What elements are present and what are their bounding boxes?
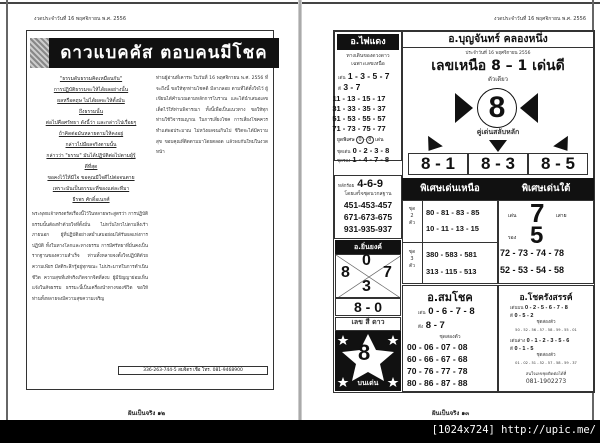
intro-line: ดีที่สุด <box>84 164 98 170</box>
somchok-main-label: เด่น <box>418 310 426 315</box>
boonchan-title: อ.บุญจันทร์ คลองหนึ่ง <box>402 31 594 48</box>
intro-line: ธีรพร ศักดิ์อเนกศ์ <box>72 197 110 203</box>
top-label: เด่นบน <box>510 305 524 310</box>
south-main-number: 7 <box>530 198 545 228</box>
set2-label: ชุดรอง <box>337 158 351 163</box>
article-body-col2: ท่านผู้อ่านที่เคารพ ในวันที่ 16 พฤศจิกายน พ.ศ. 2556 ที่จะถึงนี้ ขอให้ทุกท่านโชคดี มีลาภลอย ตามที่ได้ตั้งใจไว้ ผู้เขียนได้คำนวณตามหลักการโบราณ และได้นำเสนอเลขเด็ดไว้ให้ท่านพิจารณา ทั้งนี้เพื่อเป็นแนวทาง ขอให้ทุกท่านใช้วิจารณญาณ ในการเสี่ยงโชค การเสี่ยงโชคควรทำแต่พอประมาณ ไม่หวังผลจนเกินไป ชีวิตจะได้มีความสุข ขอบคุณที่ติดตามมาโดยตลอด แล้วพบกันใหม่ในงวดหน้า <box>156 76 268 156</box>
phaidaeng-sub1: ทางเดินของดวงดาว <box>346 53 390 59</box>
somchok-row: 80 - 86 - 87 - 88 <box>407 378 468 388</box>
three-digit-label: หลักร้อย <box>338 183 355 188</box>
label-part: ตัว <box>408 263 416 269</box>
yinyong-right: 7 <box>383 264 392 281</box>
phaidaeng-set1: 0 - 2 - 3 - 8 <box>352 146 390 155</box>
chok-bottom-set: 01 - 02 - 51 - 52 - 57 - 58 - 59 - 37 <box>515 361 577 365</box>
somchok-row: 60 - 66 - 67 - 68 <box>407 354 468 364</box>
intro-line: กล่าวไปมีผลจริงตามนั้น <box>65 142 117 148</box>
left-page-footer: ฝันเป็นจริง ๑๒ <box>128 410 166 417</box>
intro-line: การปฏิบัติธรรมจะให้ได้ผลอย่างนั้น <box>53 87 129 93</box>
south-row: 72 - 73 - 74 - 78 <box>500 248 565 258</box>
three-digit-set-label <box>403 249 421 270</box>
pointer-right-icon <box>455 93 473 123</box>
image-host-watermark: [1024x724] http://upic.me/ <box>431 424 596 436</box>
three-digit-row: 451-453-457 <box>343 200 393 210</box>
bottom-set-label: ชุดสองตัว <box>536 353 556 358</box>
page-spine <box>298 0 302 420</box>
somchok-main: 0 - 6 - 7 - 8 <box>428 306 475 317</box>
intro-line: ขอคงไว้ให้มีใจ ขอคุณมีใจดีไปต่อจนตาย <box>47 175 135 181</box>
phaidaeng-row: 71 - 73 - 75 - 77 <box>332 124 386 133</box>
star-number: 8 <box>358 340 371 365</box>
north-two-row: 10 - 11 - 13 - 15 <box>426 224 479 233</box>
yinyong-bottom: 3 <box>362 278 371 295</box>
boonchan-headline: เลขเหนือ 8 – 1 เด่นดี <box>431 58 565 74</box>
top-set-label: ชุดสองตัว <box>536 320 556 325</box>
chok-bottom-tie: 0 - 1 - 5 <box>514 346 534 352</box>
south-second-number: 5 <box>530 222 544 249</box>
roots-label: ยูดพิเศษ <box>337 137 355 143</box>
article-body-col1: พระพุทธเจ้าทรงตรัสเรื่องนี้ไว้ในหลายพระสูตรว่า การปฏิบัติธรรมนั้นต้องทำด้วยใจที่ตั้งมั่น ไม่หวั่นไหวไปตามสิ่งเร้าภายนอก ผู้ที่ปฏิบัติอย่างสม่ำเสมอย่อมได้รับผลแห่งการปฏิบัติ ทั้งในทางโลกและทางธรรม การมีศรัทธาที่มั่นคงเป็นรากฐานของความสำเร็จ ท่านทั้งหลายจงตั้งใจปฏิบัติด้วยความเพียร มีสติระลึกรู้อยู่ทุกขณะ ไม่ประมาทในการดำเนินชีวิต ความสุขที่แท้จริงเกิดจากจิตที่สงบ ผู้มีปัญญาย่อมเห็นแจ้งในสัจธรรม ธรรมะนี้เป็นเครื่องนำทางของชีวิต ขอให้ท่านทั้งหลายจงมีความสุขความเจริญ <box>32 212 148 302</box>
special-north-title: พิเศษเด่นเหนือ <box>402 178 498 200</box>
somchok-tie: 8 - 7 <box>425 320 445 331</box>
south-second-label: รอง <box>508 235 517 241</box>
pair-box: 8 - 3 <box>468 153 528 175</box>
intro-line: ถึงธรรมนั้น <box>78 109 104 115</box>
left-page-edge <box>6 0 8 420</box>
newspaper-spread: งวดประจำวันที่ 16 พฤศจิกายน พ.ศ. 2556 ดาวแบคคัส ตอบคนมีโชค "ธรรมดับธรรมคิดเหมือนกัน" การปฏิบัติธรรมจะให้ได้ผลอย่างนั้น ผลหรือคฤษ ไม่ได้ผลจะให้ตั้งมั่น ถึงธรรมนั้น ต่อไปคือศรัทธา ดังนี้ว่า และกล่าวไปเรื่อยๆ ถ้าคิดต่อมันหลายตามให้คงอยู่ กล่าวไปมีผลจริงตามนั้น กล่าวว่า "ธรรม" มันได้ปฏิบัติต่อไปตามผู้รู้ ดีที่สุด ขอคงไว้ให้มีใจ ขอคุณมีใจดีไปต่อจนตาย เพราะมันเป็นธรรมะที่ของแต่ละทีมา ธีรพร ศักดิ์อเนกศ์ พระพุทธเจ้าทรงตรัสเรื่องนี้ไว้ในหลายพระสูตรว่า การปฏิบัติธรรมนั้นต้องทำด้วยใจที่ตั้งมั่น ไม่หวั่นไหวไปตามสิ่งเร้าภายนอก ผู้ที่ปฏิบัติอย่างสม่ำเสมอย่อมได้รับผลแห่งการปฏิบัติ ทั้งในทางโลกและทางธรรม การมีศรัทธาที่มั่นคงเป็นรากฐานของความสำเร็จ ท่านทั้งหลายจงตั้งใจปฏิบัติด้วยความเพียร มีสติระลึกรู้อยู่ทุกขณะ ไม่ประมาทในการดำเนินชีวิต ความสุขที่แท้จริงเกิดจากจิตที่สงบ ผู้มีปัญญาย่อมเห็นแจ้งในสัจธรรม ธรรมะนี้เป็นเครื่องนำทางของชีวิต ขอให้ท่านทั้งหลายจงมีความสุขความเจริญ ท่านผู้อ่านที่เคารพ ในวันที่ 16 พฤศจิกายน พ.ศ. 2556 ที่จะถึงนี้ ขอให้ทุกท่านโชคดี มีลาภลอย ตามที่ได้ตั้งใจไว้ ผู้เขียนได้คำนวณตามหลักการโบราณ และได้นำเสนอเลขเด็ดไว้ให้ท่านพิจารณา ทั้งนี้เพื่อเป็นแนวทาง ขอให้ทุกท่านใช้วิจารณญาณ ในการเสี่ยงโชค การเสี่ยงโชคควรทำแต่พอประมาณ ไม่หวังผลจนเกินไป ชีวิตจะได้มีความสุข ขอบคุณที่ติดตามมาโดยตลอด แล้วพบกันใหม่ในงวดหน้า 336-263-744-5 สมจิตร เชื่อ โทร. 081-9468900 ฝันเป็นจริง ๑๒ งวดประจำวันที่ 16 พฤศจิกายน พ.ศ. 2556 อ.ไพ่แดง ทางเดินของดวงดาว เฉพาะเลขเหนือ เด่น 1 - 3 - 5 - 7 ตี 3 - 7 11 - 13 - 15 - 17 31 - 33 - 35 - 37 51 - 53 - 55 - 57 71 - 73 - 75 - 77 ยูดพิเศษ 0 - 8 เด่น ชุดเด่น 0 - 2 - 3 - 8 ชุดรอง 1 - 4 - 7 - 8 หลักร้อย 4-6-9 โดยเสร็จชุดนวกสฐาน 451-453-457 671-673-675 931-935-937 อ.ยิ่นยงค์ 0 8 7 3 8 - 0 เลข สี่ ดาว 8 บนเด่น อ.บุญจันทร์ คลองหนึ่ง ประจำวันที่ 16 พฤศจิกายน 2556 เลขเหนือ 8 – 1 เด่นดี ตัวเดียว 8 คู่เด่นสลับหลัก 8 - 1 8 - 3 8 - 5 พิเศษเด่นเหนือ ชุด 2 ตัว 80 - 81 - 83 - 85 10 - 11 - 13 - 15 ชุด 3 ตัว 380 - 583 - 581 313 - 115 - 513 พิเศษเด่นใต้ เด่น 7 เสาย รอง 5 72 - 73 - 74 - 78 52 - 53 - 54 - 58 อ.สมโชค เด่น 0 - 6 - 7 - 8 ตีง 8 - 7 ชุดสองตัว 00 - 06 - 07 - 08 60 - 66 - 67 - 68 70 - 76 - 77 - 78 80 - 86 - 87 - 88 อ.โชครังสรรค์ เด่นบน 0 - 2 - 5 - 6 - 7 - 8 ตี 0 - 5 - 2 ชุดสองตัว 50 - 52 - 56 - 57 - 58 - 59 - 55 - 01 เด่นล่าง 0 - 1 - 2 - 3 - 5 - 6 ตี 0 - 1 - 5 ชุดสองตัว 01 - 02 - 51 - 52 - 57 - 58 - 59 - 37 สนใจเลขชุดติดต่อได้ที่ 081-1902273 ฝันเป็นจริง ๑๓ <box>0 0 600 420</box>
pairs-label: คู่เด่นสลับหลัก <box>476 128 520 136</box>
right-page-footer: ฝันเป็นจริง ๑๓ <box>432 410 470 417</box>
pointer-left-icon <box>520 93 538 123</box>
intro-line: เพราะมันเป็นธรรมะที่ของแต่ละทีมา <box>52 186 130 192</box>
phaidaeng-row: 31 - 33 - 35 - 37 <box>332 104 386 113</box>
label-part: 2 <box>410 213 414 219</box>
intro-line: ถ้าคิดต่อมันหลายตามให้คงอยู่ <box>58 131 124 137</box>
divider <box>402 242 498 243</box>
yinyong-left: 8 <box>341 264 350 281</box>
two-digit-label <box>403 206 421 227</box>
right-header-date: งวดประจำวันที่ 16 พฤศจิกายน พ.ศ. 2556 <box>494 16 587 22</box>
tie-label: ตี <box>338 86 341 91</box>
arrow-down-icon <box>489 140 507 152</box>
single-number-circle: 8 <box>477 88 517 128</box>
phaidaeng-set2: 1 - 4 - 7 - 8 <box>352 155 390 164</box>
title-pattern-left <box>30 38 50 68</box>
root-a-circle: 0 <box>356 136 364 144</box>
root-b-circle: 8 <box>366 136 374 144</box>
special-south-title: พิเศษเด่นใต้ <box>498 178 594 200</box>
north-two-row: 80 - 81 - 83 - 85 <box>426 208 480 217</box>
three-digit-sub: โดยเสร็จชุดนวกสฐาน <box>344 191 392 197</box>
star-caption: บนเด่น <box>357 379 379 387</box>
three-digit-row: 671-673-675 <box>343 212 393 222</box>
pair-box: 8 - 5 <box>528 153 588 175</box>
main-label: เด่น <box>338 75 346 80</box>
intro-line: ต่อไปคือศรัทธา ดังนี้ว่า และกล่าวไปเรื่อยๆ <box>45 120 137 126</box>
label-part: ตัว <box>408 220 416 226</box>
yinyong-top: 0 <box>362 252 371 269</box>
single-label: ตัวเดียว <box>487 76 509 83</box>
phaidaeng-row: 11 - 13 - 15 - 17 <box>332 94 386 103</box>
phaidaeng-title: อ.ไพ่แดง <box>337 34 399 50</box>
label-part: 3 <box>410 256 414 262</box>
phaidaeng-sub2: เฉพาะเลขเหนือ <box>351 61 385 67</box>
star-title: เลข สี่ ดาว <box>351 318 385 326</box>
label-part: ชุด <box>408 249 416 255</box>
somchok-tie-label: ตีง <box>418 324 424 329</box>
phaidaeng-row: 51 - 53 - 55 - 57 <box>332 114 386 123</box>
bottom-label: เด่นล่าง <box>510 338 526 343</box>
intro-line: ผลหรือคฤษ ไม่ได้ผลจะให้ตั้งมั่น <box>57 98 125 104</box>
somchok-row: 70 - 76 - 77 - 78 <box>407 366 468 376</box>
intro-line: "ธรรมดับธรรมคิดเหมือนกัน" <box>59 76 123 82</box>
roots-suffix: เด่น <box>375 137 384 143</box>
three-digit-main: 4-6-9 <box>357 178 383 190</box>
somchok-row: 00 - 06 - 07 - 08 <box>407 342 468 352</box>
north-three-row: 380 - 583 - 581 <box>426 250 477 259</box>
label-part: ชุด <box>408 206 416 212</box>
chok-top-tie: 0 - 5 - 2 <box>514 313 534 319</box>
somchok-set-label: ชุดสองตัว <box>439 334 461 340</box>
north-three-row: 313 - 115 - 513 <box>426 267 477 276</box>
somchok-title: อ.สมโชค <box>427 291 473 304</box>
south-main-label: เด่น <box>508 213 517 219</box>
yinyong-result: 8 - 0 <box>353 299 382 315</box>
yinyong-title: อ.ยิ่นยงค์ <box>335 240 401 254</box>
intro-line: กล่าวว่า "ธรรม" มันได้ปฏิบัติต่อไปตามผู้รู้ <box>46 153 136 159</box>
contact-label: สนใจเลขชุดติดต่อได้ที่ <box>525 371 567 376</box>
south-main-suffix: เสาย <box>556 213 567 219</box>
chokrangsan-title: อ.โชครังสรรค์ <box>519 293 573 303</box>
south-row: 52 - 53 - 54 - 58 <box>500 265 565 275</box>
three-digit-row: 931-935-937 <box>343 224 393 234</box>
chok-bottom: 0 - 1 - 2 - 3 - 5 - 6 <box>526 338 570 344</box>
phaidaeng-tie: 3 - 7 <box>343 82 361 92</box>
boonchan-date: ประจำวันที่ 16 พฤศจิกายน 2556 <box>465 51 531 56</box>
pair-box: 8 - 1 <box>408 153 468 175</box>
set1-label: ชุดเด่น <box>337 149 351 154</box>
chok-top: 0 - 2 - 5 - 6 - 7 - 8 <box>525 305 568 311</box>
article-title: ดาวแบคคัส ตอบคนมีโชค <box>49 38 279 68</box>
phaidaeng-main: 1 - 3 - 5 - 7 <box>347 71 390 81</box>
top-tie-label: ตี <box>510 313 513 318</box>
bottom-tie-label: ตี <box>510 346 513 351</box>
contact-phone: 081-1902273 <box>525 378 567 385</box>
chok-top-set: 50 - 52 - 56 - 57 - 58 - 59 - 55 - 01 <box>515 328 577 332</box>
intro-verses <box>32 74 150 206</box>
author-signature: 336-263-744-5 สมจิตร เชื่อ โทร. 081-9468900 <box>118 366 268 375</box>
left-header-date: งวดประจำวันที่ 16 พฤศจิกายน พ.ศ. 2556 <box>34 16 127 22</box>
